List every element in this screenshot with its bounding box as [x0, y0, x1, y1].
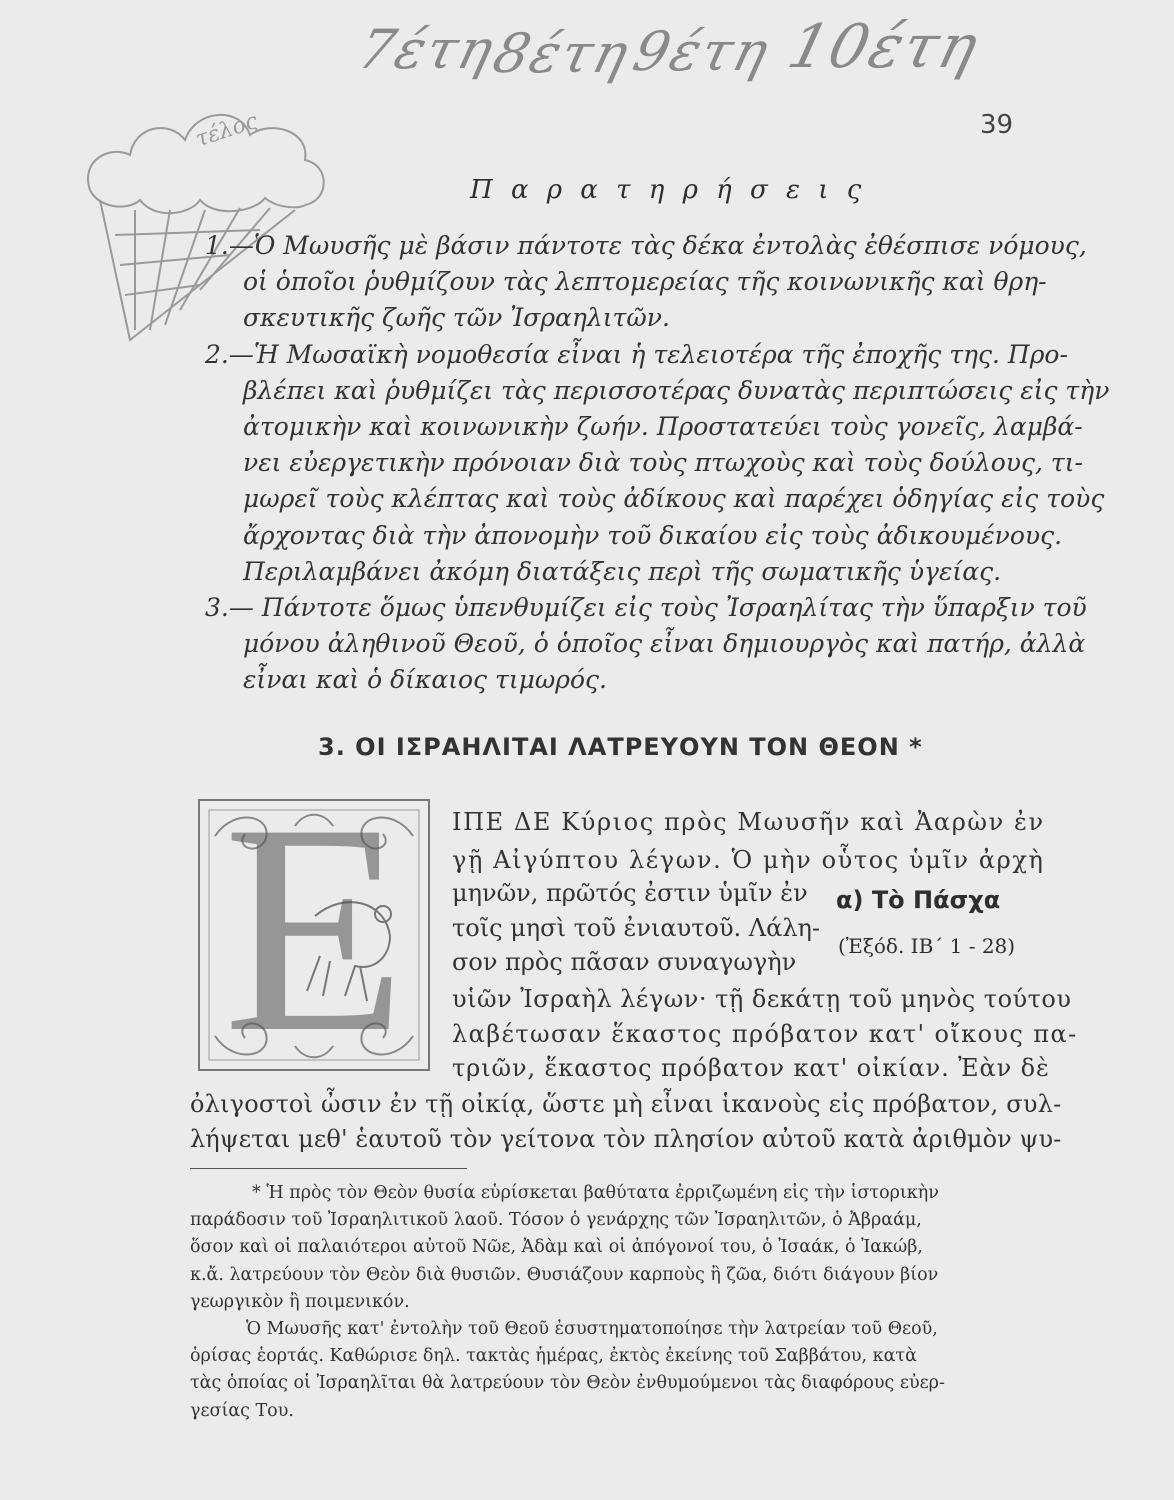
obs-line: Περιλαμβάνει ἀκόμη διατάξεις περὶ τῆς σωματικῆς ὑγείας.	[243, 556, 1002, 586]
body-line: λήψεται μεθ' ἑαυτοῦ τὸν γείτονα τὸν πλησίον αὐτοῦ κατὰ ἀριθμὸν ψυ-	[190, 1125, 1062, 1153]
obs-line: 3.— Πάντοτε ὅμως ὑπενθυμίζει εἰς τοὺς Ἰσραηλίτας τὴν ὕπαρξιν τοῦ	[205, 593, 1087, 623]
sketch-note: τέλος	[192, 108, 261, 153]
body-line: υἱῶν Ἰσραὴλ λέγων· τῇ δεκάτῃ τοῦ μηνὸς τούτου	[452, 985, 1072, 1013]
subsection-title: α) Τὸ Πάσχα	[836, 886, 1001, 914]
obs-line: βλέπει καὶ ῥυθμίζει τὰς περισσοτέρας δυνατὰς περιπτώσεις εἰς τὴν	[243, 375, 1110, 405]
observations-title: Π α ρ α τ η ρ ή σ ε ι ς	[470, 175, 867, 205]
obs-line: νει εὐεργετικὴν πρόνοιαν διὰ τοὺς πτωχοὺς καὶ τοὺς δούλους, τι-	[243, 448, 1083, 478]
section-title: 3. ΟΙ ΙΣΡΑΗΛΙΤΑΙ ΛΑΤΡΕΥΟΥΝ ΤΟΝ ΘΕΟΝ *	[318, 733, 923, 761]
obs-line: εἶναι καὶ ὁ δίκαιος τιμωρός.	[243, 665, 607, 695]
footnote-line: * Ἡ πρὸς τὸν Θεὸν θυσία εὑρίσκεται βαθύτατα ἐρριζωμένη εἰς τὴν ἱστορικὴν	[252, 1183, 939, 1203]
obs-line: ἄρχοντας διὰ τὴν ἀπονομὴν τοῦ δικαίου εἰς τοὺς ἀδικουμένους.	[243, 520, 1063, 550]
observations-text	[205, 228, 1110, 699]
obs-line: μόνου ἀληθινοῦ Θεοῦ, ὁ ὁποῖος εἶναι δημιουργὸς καὶ πατήρ, ἀλλὰ	[243, 629, 1086, 659]
footnote-line: ὅσον καὶ οἱ παλαιότεροι αὐτοῦ Νῶε, Ἀδὰμ καὶ οἱ ἀπόγονοί του, ὁ Ἰσαάκ, ὁ Ἰακώβ,	[190, 1237, 923, 1258]
footnote-line: γεσίας Του.	[190, 1400, 294, 1421]
footnote-line: γεωργικὸν ἢ ποιμενικόν.	[190, 1291, 410, 1312]
body-line: μηνῶν, πρῶτός ἐστιν ὑμῖν ἐν	[452, 879, 808, 907]
footnote-line: κ.ἄ. λατρεύουν τὸν Θεὸν διὰ θυσιῶν. Θυσιάζουν καρποὺς ἢ ζῶα, διότι διάγουν βίον	[190, 1264, 939, 1285]
footnote-line: Ὁ Μωυσῆς κατ' ἐντολὴν τοῦ Θεοῦ ἐσυστηματοποίησε τὴν λατρείαν τοῦ Θεοῦ,	[246, 1319, 938, 1340]
body-line: γῇ Αἰγύπτου λέγων. Ὁ μὴν οὗτος ὑμῖν ἀρχὴ	[452, 846, 1045, 874]
footnote-rule	[190, 1168, 467, 1169]
page-number: 39	[980, 110, 1014, 140]
handwritten-grade-7: 7έτη	[352, 18, 502, 81]
drop-cap-letter: Ε	[223, 762, 407, 1094]
obs-line: οἱ ὁποῖοι ῥυθμίζουν τὰς λεπτομερείας τῆς κοινωνικῆς καὶ θρη-	[243, 267, 1047, 297]
footnote-line: παράδοσιν τοῦ Ἰσραηλιτικοῦ λαοῦ. Τόσον ὁ γενάρχης τῶν Ἰσραηλιτῶν, ὁ Ἀβραάμ,	[190, 1210, 922, 1231]
obs-line: σκευτικῆς ζωῆς τῶν Ἰσραηλιτῶν.	[243, 303, 670, 333]
footnote-line: τὰς ὁποίας οἱ Ἰσραηλῖται θὰ λατρεύουν τὸν Θεὸν ἐνθυμούμενοι τὰς διαφόρους εὐερ-	[190, 1373, 945, 1394]
obs-line: μωρεῖ τοὺς κλέπτας καὶ τοὺς ἀδίκους καὶ παρέχει ὁδηγίας εἰς τοὺς	[243, 484, 1105, 514]
body-line: τριῶν, ἕκαστος πρόβατον κατ' οἰκίαν. Ἐὰν δὲ	[452, 1054, 1050, 1082]
handwritten-grade-9: 9έτη	[627, 20, 777, 83]
body-line: λαβέτωσαν ἕκαστος πρόβατον κατ' οἴκους πα-	[452, 1020, 1078, 1048]
obs-line: ἀτομικὴν καὶ κοινωνικὴν ζωήν. Προστατεύει τοὺς γονεῖς, λαμβά-	[243, 412, 1083, 442]
body-line: ὀλιγοστοὶ ὦσιν ἐν τῇ οἰκίᾳ, ὥστε μὴ εἶναι ἱκανοὺς εἰς πρόβατον, συλ-	[190, 1090, 1062, 1118]
scripture-reference: (Ἐξόδ. ΙΒ΄ 1 - 28)	[838, 934, 1016, 958]
drop-cap	[195, 762, 433, 1094]
body-line: σον πρὸς πᾶσαν συναγωγὴν	[452, 948, 797, 976]
body-line: τοῖς μησὶ τοῦ ἐνιαυτοῦ. Λάλη-	[452, 914, 821, 942]
footnote-line: ὁρίσας ἑορτάς. Καθώρισε δηλ. τακτὰς ἡμέρας, ἐκτὸς ἐκείνης τοῦ Σαββάτου, κατὰ	[190, 1346, 917, 1367]
handwritten-grade-10: 10έτη	[781, 12, 987, 82]
body-line: ΙΠΕ ΔΕ Κύριος πρὸς Μωυσῆν καὶ Ἀαρὼν ἐν	[452, 808, 1045, 836]
handwritten-grade-8: 8έτη	[487, 22, 637, 85]
obs-line: 2.—Ἡ Μωσαϊκὴ νομοθεσία εἶναι ἡ τελειοτέρα τῆς ἐποχῆς της. Προ-	[205, 339, 1068, 369]
footnote	[190, 1180, 1034, 1425]
obs-line: 1.—Ὁ Μωυσῆς μὲ βάσιν πάντοτε τὰς δέκα ἐντολὰς ἐθέσπισε νόμους,	[205, 231, 1087, 260]
